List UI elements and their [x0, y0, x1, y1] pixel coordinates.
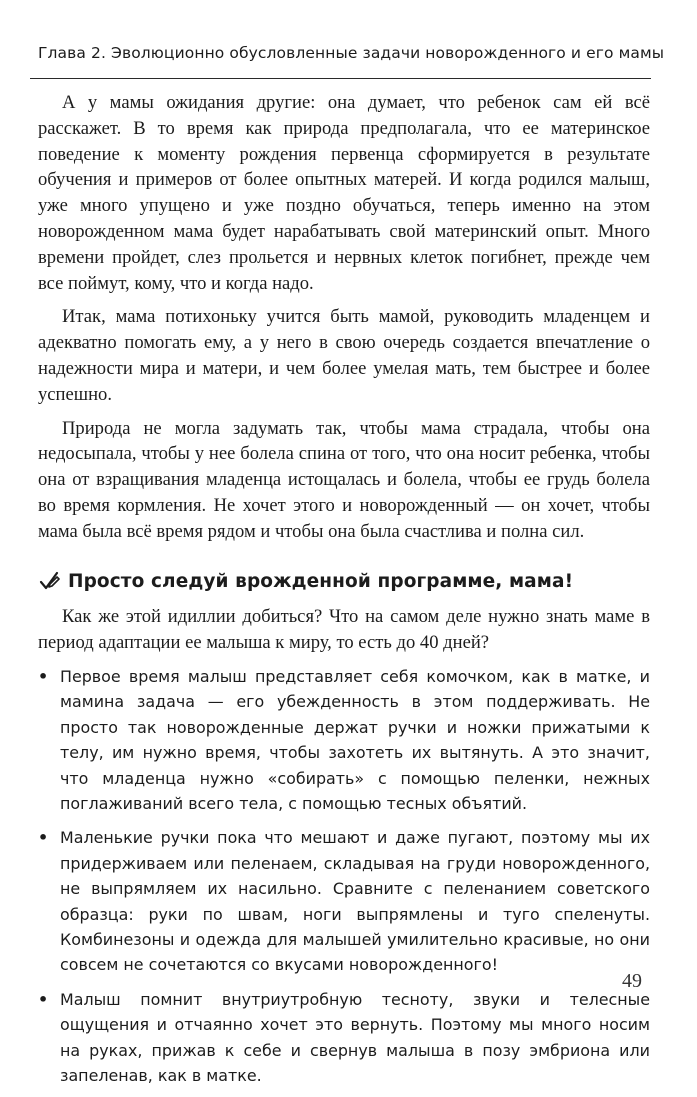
- bullet-marker: •: [38, 828, 49, 848]
- list-item: [38, 987, 650, 1089]
- bullet-marker: •: [38, 666, 49, 686]
- page-number: 49: [622, 970, 642, 992]
- pencil-check-icon: [38, 570, 60, 592]
- list-item: [38, 664, 650, 816]
- section-intro: Как же этой идиллии добиться? Что на самом деле нужно знать маме в период адаптации ее малыша к миру, то есть до 40 дней?: [38, 606, 650, 654]
- list-item-text: Малыш помнит внутриутробную тесноту, звуки и телесные ощущения и отчаянно хочет это вернуть. Поэтому мы много носим на руках, прижав к себе и свернув малыша в позу эмбриона или запеленав, как в матке.: [60, 989, 650, 1086]
- running-head: Глава 2. Эволюционно обусловленные задачи новорожденного и его мамы: [38, 44, 665, 62]
- list-item-text: Маленькие ручки пока что мешают и даже пугают, поэтому мы их придерживаем или пеленаем, складывая на груди новорожденного, не выпрямляем их насильно. Сравните с пеленанием советского образца: руки по швам, ноги выпрямлены и туго спеленуты. Комбинезоны и одежда для малышей умилительно красивые, но они совсем не сочетаются со вкусами новорожденного!: [60, 828, 650, 975]
- list-item-text: Первое время малыш представляет себя комочком, как в матке, и мамина задача — его убежденность в этом поддерживать. Не просто так новорожденные держат ручки и ножки прижатыми к телу, им нужно время, чтобы захотеть их вытянуть. А это значит, что младенца нужно «собирать» с помощью пеленки, нежных поглаживаний всего тела, с помощью тесных объятий.: [60, 666, 650, 813]
- paragraph: Итак, мама потихоньку учится быть мамой, руководить младенцем и адекватно помогать ему, а у него в свою очередь создается впечатление о надежности мира и матери, и чем более умелая мать, тем быстрее и более успешно.: [38, 306, 650, 405]
- list-item: [38, 825, 650, 977]
- paragraph: А у мамы ожидания другие: она думает, что ребенок сам ей всё расскажет. В то время как природа предполагала, что ее материнское поведение к моменту рождения первенца сформируется в результате обучения и примеров от более опытных матерей. И когда родился малыш, уже много упущено и уже поздно обучаться, теперь именно на этом новорожденном мама будет нарабатывать свой материнский опыт. Много времени пройдет, слез прольется и нервных клеток погибнет, прежде чем все поймут, кому, что и когда надо.: [38, 92, 650, 294]
- paragraph: Природа не могла задумать так, чтобы мама страдала, чтобы она недосыпала, чтобы у нее болела спина от того, что она носит ребенка, чтобы она от взращивания младенца истощалась и болела, чтобы ее грудь болела во время кормления. Не хочет этого и новорожденный — он хочет, чтобы мама была всё время рядом и чтобы она была счастлива и полна сил.: [38, 417, 650, 542]
- bullet-marker: •: [38, 989, 49, 1009]
- bullet-list: [38, 664, 650, 1089]
- section-heading: [38, 569, 650, 595]
- header-rule: [30, 78, 651, 79]
- section-heading-text: Просто следуй врожденной программе, мама!: [68, 570, 574, 592]
- page-body: [38, 90, 650, 1097]
